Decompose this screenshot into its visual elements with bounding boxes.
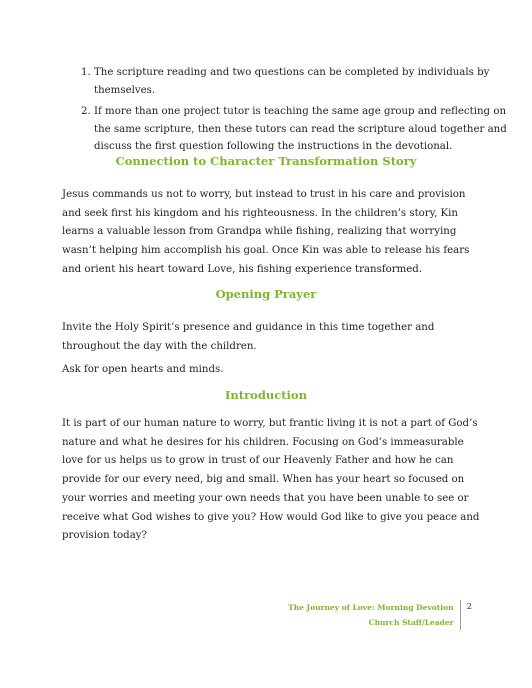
prayer-heading: Opening Prayer bbox=[215, 287, 317, 301]
instructions-list bbox=[62, 64, 514, 160]
footer-title: The Journey of Love: Morning Devotion bbox=[288, 603, 454, 612]
list-item: 1. The scripture reading and two questions can be completed by individuals by themselves. bbox=[94, 64, 514, 99]
connection-heading: Connection to Character Transformation Story bbox=[115, 154, 417, 168]
page-number: 2 bbox=[466, 602, 472, 612]
footer-subtitle: Church Staff/Leader bbox=[368, 618, 454, 627]
prayer-paragraph: Invite the Holy Spirit’s presence and guidance in this time together and throughout the day with the children. bbox=[62, 322, 435, 352]
footer-title-block bbox=[288, 600, 460, 630]
prayer-request-paragraph: Ask for open hearts and minds. bbox=[62, 364, 224, 375]
list-item: 2. If more than one project tutor is teaching the same age group and reflecting on the same scripture, then these tutors can read the scripture aloud together and discuss the first question following the instructions in the devotional. bbox=[94, 103, 514, 156]
introduction-paragraph: It is part of our human nature to worry, but frantic living it is not a part of God’s nature and what he desires for his children. Focusing on God’s immeasurable love for us helps us to grow in trust of our Heavenly Father and how he can provide for our every need, big and small. When has your heart so focused on your worries and meeting your own needs that you have been unable to see or receive what God wishes to give you? How would God like to give you peace and provision today? bbox=[62, 418, 480, 542]
page-footer bbox=[288, 600, 472, 630]
connection-paragraph: Jesus commands us not to worry, but instead to trust in his care and provision and seek first his kingdom and his righteousness. In the children’s story, Kin learns a valuable lesson from Grandpa while fishing, realizing that worrying wasn’t helping him accomplish his goal. Once Kin was able to release his fears and orient his heart toward Love, his fishing experience transformed. bbox=[62, 189, 470, 275]
introduction-heading: Introduction bbox=[225, 388, 307, 402]
